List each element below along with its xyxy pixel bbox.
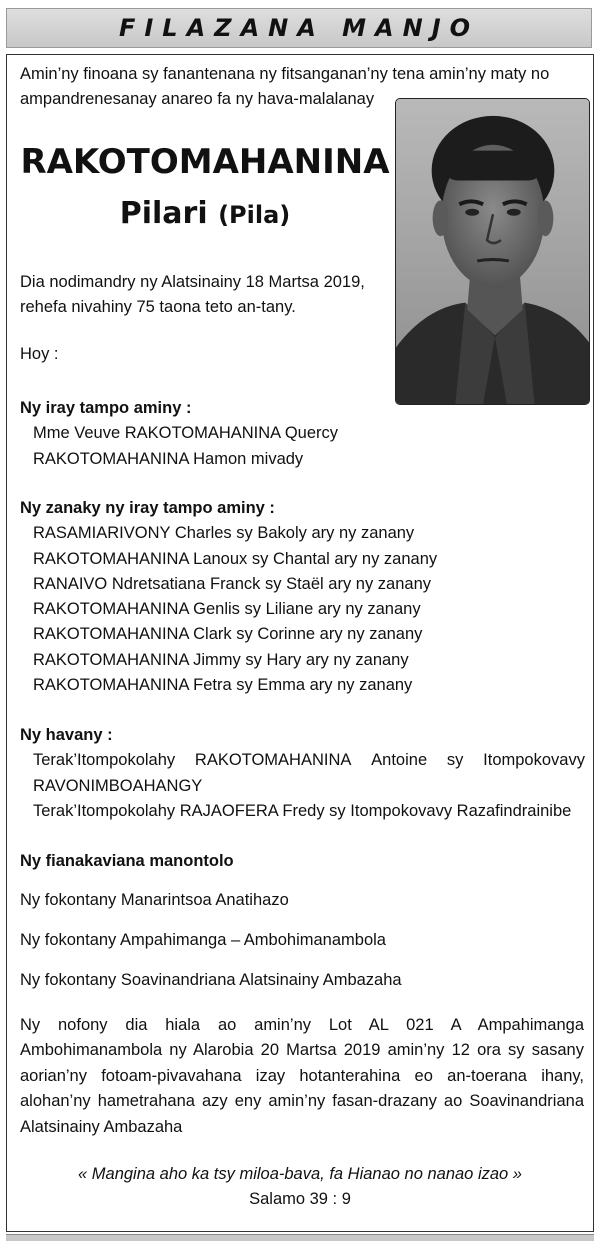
notice-header <box>6 8 592 48</box>
funeral-details: Ny nofony dia hiala ao amin’ny Lot AL 021 A Ampahimanga Ambohimanambola ny Alarobia 20 Martsa 2019 amin’ny 12 ora sy sasany aorian’ny fotoam-pivavahana izay hotanterahina eo an-toerana ihany, alohan’ny hametrahana azy eny amin’ny fasan-drazany ao Soavinandriana Alatsinainy Ambazaha <box>20 1016 584 1136</box>
list-item: RAKOTOMAHANINA Clark sy Corinne ary ny zanany <box>33 625 423 644</box>
fokontany-item: Ny fokontany Soavinandriana Alatsinainy Ambazaha <box>20 971 402 989</box>
hoy-label: Hoy : <box>20 345 59 363</box>
deceased-given-name: Pilari <box>119 196 208 231</box>
intro-text: Amin’ny finoana sy fanantenana ny fitsanganan’ny tena amin’ny maty no ampandrenesanay anareo fa ny hava-malalanay <box>20 65 550 108</box>
relatives-word: sy <box>446 751 464 770</box>
scripture-quote: « Mangina aho ka tsy miloa-bava, fa Hianao no nanao izao » <box>78 1165 522 1183</box>
deceased-photo <box>395 98 590 405</box>
fokontany-item: Ny fokontany Ampahimanga – Ambohimanambola <box>20 931 386 949</box>
relatives-word: Itompokovavy <box>483 751 585 770</box>
list-item: Mme Veuve RAKOTOMAHANINA Quercy <box>33 424 339 443</box>
relatives-line-1 <box>20 748 585 773</box>
list-item: RANAIVO Ndretsatiana Franck sy Staël ary ny zanany <box>33 574 431 593</box>
relatives-line-2: RAVONIMBOAHANGY <box>33 776 203 795</box>
close-family-title: Ny fianakaviana manontolo <box>20 852 234 870</box>
list-item: RAKOTOMAHANINA Fetra sy Emma ary ny zanany <box>33 676 413 695</box>
nephews-title: Ny zanaky ny iray tampo aminy : <box>20 499 275 517</box>
siblings-section <box>20 396 585 472</box>
list-item: RASAMIARIVONY Charles sy Bakoly ary ny zanany <box>33 524 415 543</box>
list-item: RAKOTOMAHANINA Jimmy sy Hary ary ny zanany <box>33 650 409 669</box>
list-item: RAKOTOMAHANINA Lanoux sy Chantal ary ny zanany <box>33 549 438 568</box>
relatives-word: RAKOTOMAHANINA <box>194 751 352 770</box>
relatives-title: Ny havany : <box>20 726 113 744</box>
list-item: RAKOTOMAHANINA Genlis sy Liliane ary ny zanany <box>33 600 421 619</box>
relatives-section <box>20 723 585 824</box>
siblings-title: Ny iray tampo aminy : <box>20 399 192 417</box>
deceased-surname: RAKOTOMAHANINA <box>20 142 390 182</box>
relatives-word: Antoine <box>371 751 428 770</box>
death-notice: Dia nodimandry ny Alatsinainy 18 Martsa 2019, rehefa nivahiny 75 taona teto an-tany. <box>20 273 365 316</box>
nephews-section <box>20 496 585 698</box>
deceased-name-line <box>20 194 390 235</box>
notice-title: FILAZANA MANJO <box>118 14 480 42</box>
fokontany-item: Ny fokontany Manarintsoa Anatihazo <box>20 891 289 909</box>
relatives-word: Terak’Itompokolahy <box>33 751 176 770</box>
list-item: RAKOTOMAHANINA Hamon mivady <box>33 449 304 468</box>
relatives-line-3: Terak’Itompokolahy RAJAOFERA Fredy sy Itompokovavy Razafindrainibe <box>33 801 572 820</box>
scripture-reference: Salamo 39 : 9 <box>249 1190 351 1208</box>
close-family-section <box>20 849 585 874</box>
deceased-nickname: (Pila) <box>218 201 291 229</box>
